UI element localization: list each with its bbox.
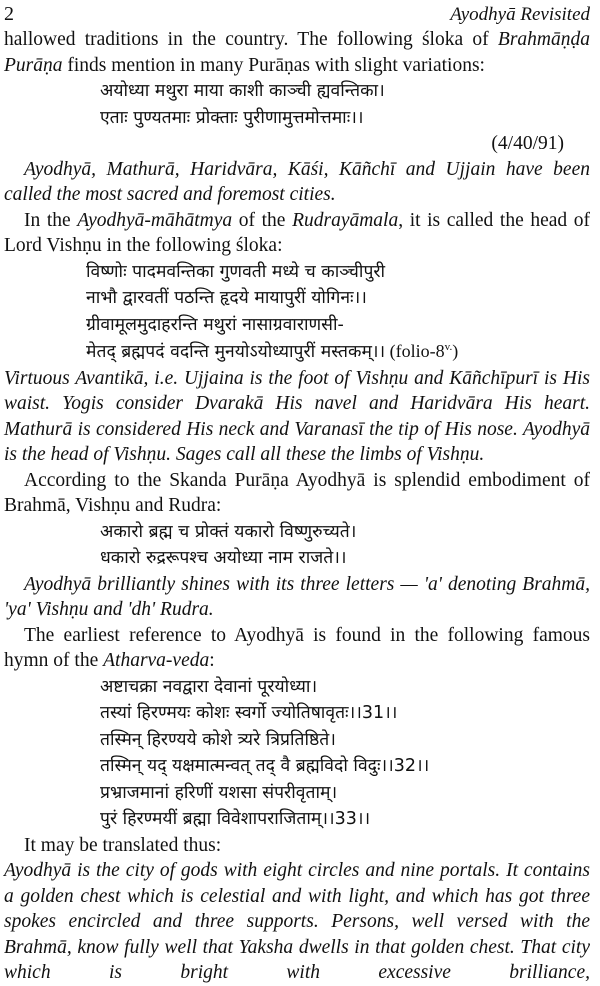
work-title: Brahmāṇḍa Purāṇa	[4, 29, 590, 76]
verse-rudrayamala	[4, 259, 590, 366]
translation-4: Ayodhyā is the city of gods with eight circles and nine portals. It contains a golden chest which is celestial and with light, and which has got three spokes encircled and three supports. Persons, well versed with the Brahmā, know fully well that Yaksha dwells in that golden chest. That city which is bright with excessive brilliance,	[4, 860, 590, 983]
verse-line: एताः पुण्यतमाः प्रोक्ताः पुरीणामुत्तमोत्तमाः।।	[100, 107, 364, 128]
paragraph-5: According to the Skanda Purāṇa Ayodhyā is splendid embodiment of Brahmā, Vishṇu and Rudra:	[4, 469, 590, 516]
work-title: Atharva-veda	[103, 650, 210, 671]
text: hallowed traditions in the country. The following śloka of	[4, 29, 498, 50]
translation-2: Virtuous Avantikā, i.e. Ujjaina is the foot of Vishṇu and Kāñchīpurī is His waist. Yogis consider Dvarakā His navel and Haridvāra His heart. Mathurā is considered His neck and Varanasī the tip of His nose. Ayodhyā is the head of Vishṇu. Sages call all these the limbs of Vishṇu.	[4, 367, 590, 465]
folio-close: )	[452, 341, 459, 361]
work-title: Ayodhyā-māhātmya	[77, 209, 233, 231]
verse-line: अयोध्या मथुरा माया काशी काञ्ची ह्यवन्तिका।	[100, 81, 385, 101]
translation-1: Ayodhyā, Mathurā, Haridvāra, Kāśi, Kāñchī and Ujjain have been called the most sacred and foremost cities.	[4, 158, 590, 205]
verse-line: नाभौ द्वारवतीं पठन्ति हृदये मायापुरीं योगिनः।।	[86, 288, 367, 308]
verse-line: प्रभ्राजमानां हरिणीं यशसा संपरीवृताम्।	[100, 782, 338, 803]
verse-text: मेतद् ब्रह्मपदं वदन्ति मुनयोऽयोध्यापुरीं मस्तकम्।।	[86, 342, 386, 362]
page-header	[4, 2, 590, 27]
paragraph-8: It may be translated thus:	[24, 834, 222, 856]
verse-line: पुरं हिरण्मयीं ब्रह्मा विवेशापराजिताम्।।33।।	[100, 809, 371, 829]
text: In the	[24, 209, 78, 231]
verse-line: तस्मिन् यद् यक्षमात्मन्वत् तद् वै ब्रह्मविदो विदुः।।32।।	[100, 756, 430, 776]
verse-brahmanda	[4, 78, 590, 131]
text: The earliest reference to Ayodhyā is found in the following famous hymn of the	[4, 624, 590, 671]
verse-line: धकारो रुद्ररूपश्च अयोध्या नाम राजते।।	[100, 548, 347, 568]
verse-line: तस्मिन् हिरण्यये कोशे त्र्यरे त्रिप्रतिष्ठिते।	[100, 729, 336, 750]
verse-reference: (4/40/91)	[491, 133, 564, 154]
folio-reference	[385, 341, 458, 361]
verse-line: अकारो ब्रह्म च प्रोक्तं यकारो विष्णुरुच्यते।	[100, 521, 357, 542]
verse-line: ग्रीवामूलमुदाहरन्ति मथुरां नासाग्रवाराणसी-	[86, 314, 344, 335]
text: , it is called the head of Lord Vishṇu in the following śloka:	[4, 209, 590, 256]
verse-line: अष्टाचक्रा नवद्वारा देवानां पूरयोध्या।	[100, 676, 318, 697]
running-title: Ayodhyā Revisited	[450, 4, 590, 25]
page-number: 2	[4, 3, 14, 25]
verse-atharva	[4, 674, 590, 833]
verse-skanda	[4, 519, 590, 572]
text: :	[209, 650, 215, 671]
paragraph-7	[4, 623, 590, 674]
translation-3: Ayodhyā brilliantly shines with its three letters — 'a' denoting Brahmā, 'ya' Vishṇu and 'dh' Rudra.	[4, 573, 590, 620]
folio-text: (folio-8	[385, 341, 445, 361]
verse-line-with-folio	[4, 338, 590, 366]
text: finds mention in many Purāṇas with slight variations:	[62, 54, 485, 76]
folio-sup: v.	[444, 341, 453, 353]
work-title: Rudrayāmala	[292, 209, 399, 231]
verse-line: तस्यां हिरण्मयः कोशः स्वर्गो ज्योतिषावृतः।।31।।	[100, 703, 398, 723]
verse-line: विष्णोः पादमवन्तिका गुणवती मध्ये च काञ्चीपुरी	[86, 261, 386, 282]
paragraph-1	[4, 27, 590, 78]
paragraph-3	[4, 208, 590, 259]
text: of the	[232, 209, 293, 231]
